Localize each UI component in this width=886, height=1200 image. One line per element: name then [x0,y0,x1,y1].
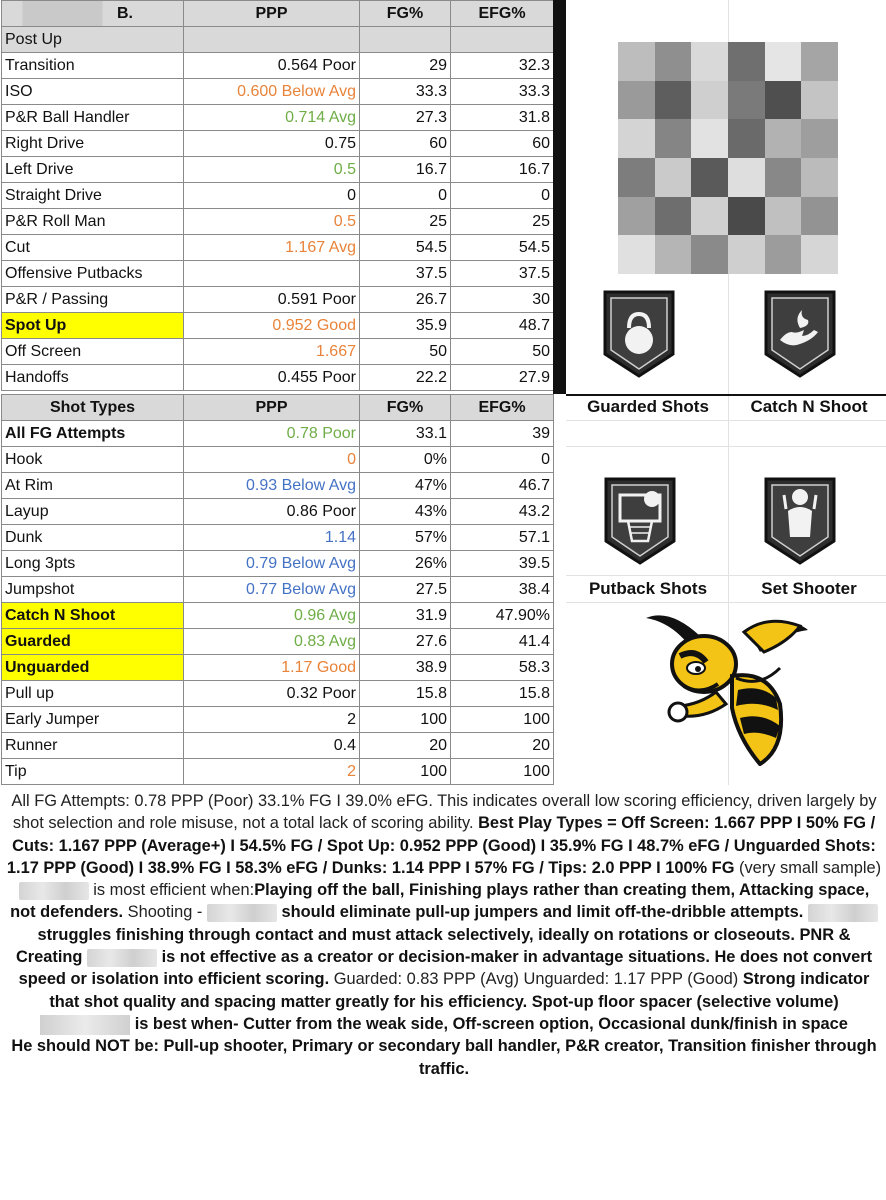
ppp-cell: 2 [184,759,360,785]
table-row [2,287,554,313]
summary-intro: All FG Attempts: 0.78 PPP (Poor) 33.1% FG I 39.0% eFG. This indicates overall low scoring efficiency, driven largely by shot selection and role misuse, not a total lack of scoring ability. [11,792,877,833]
header-cell-fg: FG% [360,1,451,27]
fg-cell: 20 [360,733,451,759]
table-row [2,473,554,499]
table-row [2,183,554,209]
photo-pixel [801,81,838,120]
table-row [2,53,554,79]
table-row [2,79,554,105]
fg-cell: 26.7 [360,287,451,313]
ppp-cell [184,27,360,53]
efg-cell: 100 [451,707,554,733]
efg-cell: 39 [451,421,554,447]
shot-type-table [1,394,554,785]
fg-cell: 16.7 [360,157,451,183]
photo-pixel [618,119,655,158]
row-label: All FG Attempts [2,421,184,447]
summary-creator: is not effective as a creator or decision-maker in advantage situations. He does not convert speed or isolation into efficient scoring. [18,948,873,989]
efg-cell: 15.8 [451,681,554,707]
photo-pixel [655,235,692,274]
fg-cell [360,27,451,53]
ppp-cell: 1.17 Good [184,655,360,681]
summary-best-when: is best when- Cutter from the weak side, Off-screen option, Occasional dunk/finish in space [134,1014,848,1033]
efg-cell: 27.9 [451,365,554,391]
badge-label-putback: Putback Shots [588,579,708,598]
summary-shooting: Shooting - [127,903,203,922]
fg-cell: 25 [360,209,451,235]
hornet-mascot-logo [640,608,810,766]
efg-cell: 31.8 [451,105,554,131]
ppp-cell: 0 [184,183,360,209]
table-row [2,27,554,53]
header-cell-efg: EFG% [451,1,554,27]
efg-cell: 16.7 [451,157,554,183]
ppp-cell: 0.5 [184,157,360,183]
ppp-cell: 0.93 Below Avg [184,473,360,499]
summary-should-not: He should NOT be: Pull-up shooter, Primary or secondary ball handler, P&R creator, Transition finisher through traffic. [11,1037,877,1078]
redacted-name [808,904,878,922]
ppp-cell: 0.86 Poor [184,499,360,525]
efg-cell: 39.5 [451,551,554,577]
summary-guarded-unguarded: Guarded: 0.83 PPP (Avg) Unguarded: 1.17 PPP (Good) [333,970,739,989]
row-label: P&R Roll Man [2,209,184,235]
row-label: Runner [2,733,184,759]
fg-cell: 15.8 [360,681,451,707]
photo-pixel [618,235,655,274]
table-header [2,1,554,27]
putback-badge-icon [600,475,680,567]
efg-cell: 37.5 [451,261,554,287]
column-divider [553,0,566,394]
fg-cell: 31.9 [360,603,451,629]
photo-pixel [691,197,728,236]
fg-cell: 50 [360,339,451,365]
efg-cell: 100 [451,759,554,785]
header-cell-name: Shot Types [2,395,184,421]
efg-cell: 25 [451,209,554,235]
redacted-name [19,882,89,900]
table-row [2,105,554,131]
efg-cell: 33.3 [451,79,554,105]
fg-cell: 47% [360,473,451,499]
photo-pixel [655,42,692,81]
table-row [2,603,554,629]
row-label: Long 3pts [2,551,184,577]
efg-cell: 20 [451,733,554,759]
summary-efficient-when: Playing off the ball, Finishing plays rather than creating them, Attacking space, not defenders. [10,881,870,922]
ppp-cell: 0.4 [184,733,360,759]
gridline [566,420,886,421]
table-row [2,577,554,603]
badge-label-setshooter: Set Shooter [761,579,857,598]
row-label: Off Screen [2,339,184,365]
gridline [566,446,886,447]
photo-pixel [765,42,802,81]
fg-cell: 26% [360,551,451,577]
row-label: Tip [2,759,184,785]
photo-pixel [728,158,765,197]
efg-cell: 58.3 [451,655,554,681]
redacted-name [87,949,157,967]
row-label: Spot Up [2,313,184,339]
efg-cell: 30 [451,287,554,313]
fg-cell: 27.3 [360,105,451,131]
header-cell-name: B. [2,1,184,27]
row-label: ISO [2,79,184,105]
photo-pixel [655,119,692,158]
fg-cell: 29 [360,53,451,79]
ppp-cell: 0.96 Avg [184,603,360,629]
ppp-cell: 1.14 [184,525,360,551]
ppp-cell: 0.952 Good [184,313,360,339]
efg-cell: 60 [451,131,554,157]
row-label: Right Drive [2,131,184,157]
fg-cell: 33.1 [360,421,451,447]
row-label: Post Up [2,27,184,53]
ppp-cell: 0.591 Poor [184,287,360,313]
table-header [2,395,554,421]
row-label: Offensive Putbacks [2,261,184,287]
efg-cell: 57.1 [451,525,554,551]
ppp-cell: 0.455 Poor [184,365,360,391]
summary-best-play-types: Best Play Types = Off Screen: 1.667 PPP I 50% FG / Cuts: 1.167 PPP (Average+) I 54.5% FG / Spot Up: 0.952 PPP (Good) I 35.9% FG I 48.7% eFG / Unguarded Shots: 1.17 PPP (Good) I 38.9% FG I 58.3% eFG / Dunks: 1.14 PPP I 57% FG / Tips: 2.0 PPP I 100% FG [6,814,876,877]
fg-cell: 37.5 [360,261,451,287]
ppp-cell: 0.32 Poor [184,681,360,707]
ppp-cell: 0.78 Poor [184,421,360,447]
fg-cell: 0 [360,183,451,209]
efg-cell: 38.4 [451,577,554,603]
photo-pixel [655,197,692,236]
badge-label-guarded: Guarded Shots [587,397,709,416]
play-type-table [1,0,554,391]
fg-cell: 100 [360,707,451,733]
photo-pixel [691,119,728,158]
row-label: Cut [2,235,184,261]
photo-pixel [618,81,655,120]
ppp-cell: 2 [184,707,360,733]
redacted-name [207,904,277,922]
table-row [2,499,554,525]
analysis-summary [4,790,884,1080]
header-cell-ppp: PPP [184,395,360,421]
player-photo [618,42,838,274]
table-row [2,525,554,551]
ppp-cell [184,261,360,287]
photo-pixel [765,158,802,197]
fg-cell: 38.9 [360,655,451,681]
gridline [566,602,886,603]
summary-most-efficient: is most efficient when: [93,881,255,900]
row-label: At Rim [2,473,184,499]
table-row [2,707,554,733]
hand-flame-badge-icon [760,288,840,380]
header-cell-fg: FG% [360,395,451,421]
header-cell-efg: EFG% [451,395,554,421]
ppp-cell: 0 [184,447,360,473]
efg-cell: 43.2 [451,499,554,525]
row-label: Handoffs [2,365,184,391]
photo-pixel [655,81,692,120]
photo-pixel [801,119,838,158]
table-row [2,209,554,235]
badge-label-catch: Catch N Shoot [750,397,868,416]
photo-pixel [655,158,692,197]
table-row [2,313,554,339]
row-label: Guarded [2,629,184,655]
photo-pixel [728,81,765,120]
row-label: Layup [2,499,184,525]
photo-pixel [618,158,655,197]
table-row [2,551,554,577]
header-cell-ppp: PPP [184,1,360,27]
table-row [2,261,554,287]
photo-pixel [765,197,802,236]
table-row [2,339,554,365]
gridline [566,394,886,396]
photo-pixel [765,119,802,158]
table-row [2,235,554,261]
efg-cell: 46.7 [451,473,554,499]
table-row [2,655,554,681]
fg-cell: 57% [360,525,451,551]
row-label: Jumpshot [2,577,184,603]
fg-cell: 43% [360,499,451,525]
fg-cell: 60 [360,131,451,157]
photo-pixel [618,197,655,236]
ppp-cell: 0.600 Below Avg [184,79,360,105]
row-label: Transition [2,53,184,79]
row-label: Unguarded [2,655,184,681]
photo-pixel [728,235,765,274]
ppp-cell: 0.75 [184,131,360,157]
photo-pixel [801,42,838,81]
summary-small-sample: (very small sample) [739,858,882,877]
row-label: P&R / Passing [2,287,184,313]
efg-cell: 0 [451,183,554,209]
summary-contact: struggles finishing through contact and must attack selectively, ideally on rotations or closeouts. PNR & Creating [15,925,851,967]
photo-pixel [691,235,728,274]
table-row [2,447,554,473]
ppp-cell: 0.77 Below Avg [184,577,360,603]
row-label: Catch N Shoot [2,603,184,629]
efg-cell: 47.90% [451,603,554,629]
fg-cell: 35.9 [360,313,451,339]
row-label: Hook [2,447,184,473]
ppp-cell: 0.564 Poor [184,53,360,79]
row-label: P&R Ball Handler [2,105,184,131]
table-row [2,365,554,391]
fg-cell: 100 [360,759,451,785]
ppp-cell: 1.667 [184,339,360,365]
fg-cell: 0% [360,447,451,473]
photo-pixel [691,158,728,197]
table-row [2,421,554,447]
set-shooter-badge-icon [760,475,840,567]
table-row [2,629,554,655]
row-label: Pull up [2,681,184,707]
summary-pullup-advice: should eliminate pull-up jumpers and limit off-the-dribble attempts. [281,903,804,922]
fg-cell: 22.2 [360,365,451,391]
photo-pixel [765,235,802,274]
photo-pixel [801,197,838,236]
fg-cell: 33.3 [360,79,451,105]
fg-cell: 27.6 [360,629,451,655]
fg-cell: 27.5 [360,577,451,603]
efg-cell: 48.7 [451,313,554,339]
table-row [2,131,554,157]
efg-cell: 41.4 [451,629,554,655]
fg-cell: 54.5 [360,235,451,261]
ppp-cell: 1.167 Avg [184,235,360,261]
table-row [2,681,554,707]
photo-pixel [728,119,765,158]
redacted-name [40,1015,130,1035]
photo-pixel [618,42,655,81]
ppp-cell: 0.79 Below Avg [184,551,360,577]
photo-pixel [728,197,765,236]
photo-pixel [765,81,802,120]
row-label: Left Drive [2,157,184,183]
table-row [2,759,554,785]
kettlebell-badge-icon [599,288,679,380]
efg-cell: 32.3 [451,53,554,79]
photo-pixel [691,81,728,120]
ppp-cell: 0.5 [184,209,360,235]
photo-pixel [801,235,838,274]
gridline [566,575,886,576]
photo-pixel [801,158,838,197]
efg-cell [451,27,554,53]
efg-cell: 50 [451,339,554,365]
photo-pixel [691,42,728,81]
summary-spacing-indicator: Strong indicator that shot quality and spacing matter greatly for his efficiency. Spot-up floor spacer (selective volume) [49,970,870,1011]
efg-cell: 54.5 [451,235,554,261]
efg-cell: 0 [451,447,554,473]
ppp-cell: 0.83 Avg [184,629,360,655]
table-row [2,157,554,183]
row-label: Straight Drive [2,183,184,209]
photo-pixel [728,42,765,81]
ppp-cell: 0.714 Avg [184,105,360,131]
table-row [2,733,554,759]
row-label: Early Jumper [2,707,184,733]
row-label: Dunk [2,525,184,551]
